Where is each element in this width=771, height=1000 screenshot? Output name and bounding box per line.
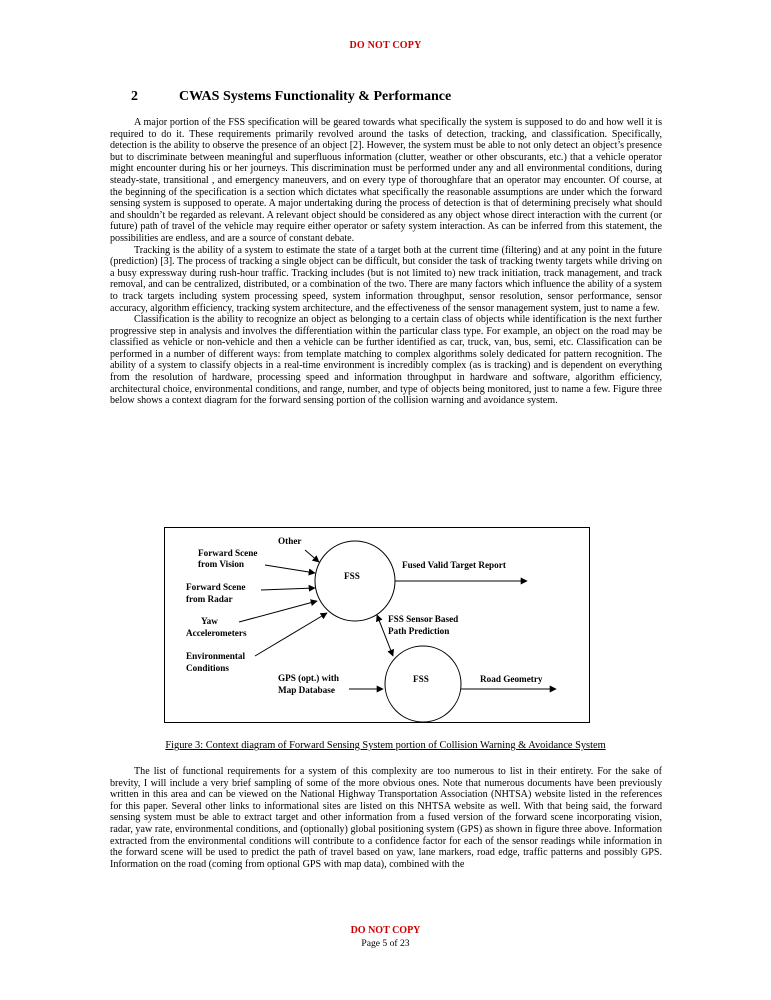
arrow-radar [261, 588, 315, 590]
label-fss-top: FSS [344, 571, 360, 581]
label-gps-line1: GPS (opt.) with [278, 673, 339, 683]
label-yaw-line2: Accelerometers [186, 628, 247, 638]
context-diagram [164, 527, 590, 723]
label-radar-line2: from Radar [186, 594, 233, 604]
arrow-vision [265, 565, 315, 573]
section-heading [131, 89, 451, 105]
label-vision-line2: from Vision [198, 559, 245, 569]
label-fss-bottom: FSS [413, 674, 429, 684]
paragraph-functional-requirements: The list of functional requirements for a system of this complexity are too numerous to list in their entirety. For the sake of brevity, I will include a very brief sampling of some of the more obvious ones. Note that numerous documents have been previously written in this area and can be viewed on the National Highway Transportation Association (NHTSA) website listed in the references for this paper. Several other links to informational sites are listed on this NHTSA website as well. With that being said, the forward sensing system must be able to extract target and other information from a fused version of the forward scene incorporating vision, radar, yaw rate, environmental conditions, and (optionally) global positioning system (GPS) as shown in figure three above. Information extracted from the environmental conditions will contribute to a confidence factor for each of the sensor readings while information in the forward scene will be used to predict the path of travel based on yaw, lane markers, road edge, traffic patterns and possibly GPS. Information on the road (coming from optional GPS with map data), combined with the [110, 766, 662, 870]
figure-caption: Figure 3: Context diagram of Forward Sensing System portion of Collision Warning & Avoidance System [165, 740, 606, 751]
context-diagram-svg [165, 528, 591, 724]
label-prediction-line2: Path Prediction [388, 626, 450, 636]
label-vision-line1: Forward Scene [198, 548, 258, 558]
paragraph-tracking: Tracking is the ability of a system to estimate the state of a target both at the current time (filtering) and at any point in the future (prediction) [3]. The process of tracking a single object can be difficult, but consider the task of tracking twenty targets while driving on a busy expressway during rush-hour traffic. Tracking includes (but is not limited to) new track initiation, track management, and track removal, and can be centralized, distributed, or a combination of the two. There are many factors which influence the ability of a system to track targets including system processing speed, system information throughput, sensor resolution, sensor performance, sensor accuracy, algorithm efficiency, tracking system architecture, and the effectiveness of the sensor management system, just to name a few. [110, 244, 662, 314]
label-road-geometry: Road Geometry [480, 674, 543, 684]
header-watermark: DO NOT COPY [349, 40, 422, 51]
label-radar-line1: Forward Scene [186, 582, 246, 592]
arrow-yaw [239, 601, 317, 622]
fss-top-circle [315, 541, 395, 621]
footer-watermark: DO NOT COPY [350, 925, 421, 936]
label-other: Other [278, 536, 302, 546]
label-gps-line2: Map Database [278, 685, 335, 695]
paragraph-classification: Classification is the ability to recognize an object as belonging to a certain class of objects while identification is the next further progressive step in analysis and involves the differentiation within the particular class type. For example, an object on the road may be classified as vehicle or non-vehicle and then a vehicle can be further identified as car, truck, van, bus, semi, etc. Classification can be performed in a number of different ways: from template matching to complex algorithms solely dedicated for pattern recognition. The ability of a system to classify objects in a real-time environment is incredibly complex (as is tracking) and is dependent on everything from the resolution of hardware, processing speed and information throughput in hardware and software, algorithm efficiency, architectural choice, environmental conditions, and range, number, and type of objects being monitored, just to name a few. Figure three below shows a context diagram for the forward sensing portion of the collision warning and avoidance system. [110, 314, 662, 407]
body-text-lower [110, 766, 662, 870]
page-number: Page 5 of 23 [361, 938, 410, 949]
section-number: 2 [131, 89, 138, 104]
arrow-other [305, 550, 319, 562]
fss-bottom-circle [385, 646, 461, 722]
label-fused-report: Fused Valid Target Report [402, 560, 506, 570]
paragraph-detection: A major portion of the FSS specification will be geared towards what specifically the system is supposed to do and how well it is required to do it. These requirements primarily revolved around the tasks of detection, tracking, and classification. Specifically, detection is the ability to observe the presence of an object [2]. However, the system must be able to not only detect an object’s presence but to discriminate between meaningful and superfluous information (clutter, weather or other obscurants, etc.) that a vehicle operator might encounter during his or her journeys. This discrimination must be performed under any and all environmental conditions, during steady-state, transitional , and emergency maneuvers, and on every type of thoroughfare that an operator may encounter. Of course, at the beginning of the specification is a section which dictates what specifically the reasonable assumptions are under which the forward sensing system is supposed to operate. A major undertaking during the process of detection is that of determining precisely what should and shouldn’t be regarded as relevant. A relevant object should be considered as any object whose direct interaction with the current (or future) path of travel of the vehicle may require either operator or safety system interaction. As can be inferred from this statement, the possibilities are endless, and are a source of constant debate. [110, 117, 662, 244]
body-text-upper [110, 117, 662, 407]
label-env-line1: Environmental [186, 651, 246, 661]
label-yaw-line1: Yaw [201, 616, 218, 626]
label-env-line2: Conditions [186, 663, 229, 673]
arrow-environment [255, 613, 327, 656]
label-prediction-line1: FSS Sensor Based [388, 614, 459, 624]
section-title: CWAS Systems Functionality & Performance [179, 89, 452, 104]
